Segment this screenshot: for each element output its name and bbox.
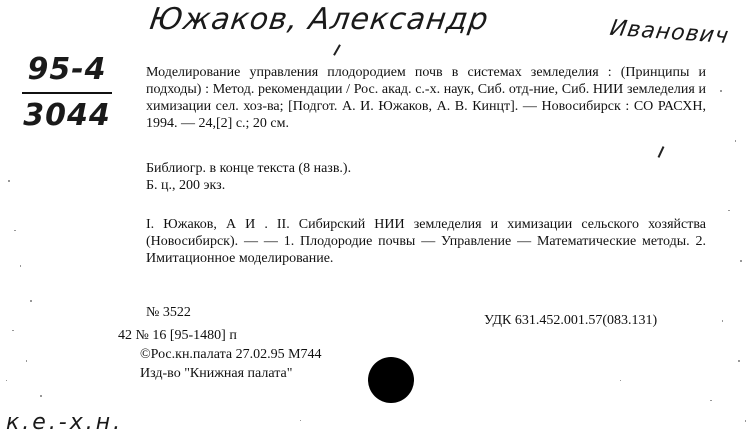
udk-code: УДК 631.452.001.57(083.131) [484, 313, 658, 328]
accession-number: № 3522 [146, 305, 191, 320]
bibliographic-notes [146, 160, 646, 194]
handwritten-bottom-code: к.е.-х.н. [6, 410, 124, 435]
publisher-line: Изд-во "Книжная палата" [140, 366, 293, 381]
ink-stamp-blot [368, 357, 414, 403]
shelf-mark-line-2: 3044 [23, 98, 111, 133]
pen-mark [658, 146, 665, 158]
handwritten-author-name: Южаков, Александр [147, 2, 492, 37]
bibliographic-description: Моделирование управления плодородием почв в системах земледелия : (Принципы и подходы) : Метод. рекомендации / Рос. акад. с.-х. наук, Сиб. отд-ние, Сиб. НИИ земледелия и химизации сел. хоз-ва; [Подгот. А. И. Южаков, А. В. Кинцт]. — Новосибирск : СО РАСХН, 1994. — 24,[2] с.; 20 см. [146, 65, 706, 131]
handwritten-shelf-mark [22, 48, 112, 138]
price-run-note: Б. ц., 200 экз. [146, 178, 226, 193]
pen-mark [333, 44, 341, 55]
handwritten-patronymic: Иванович [607, 15, 732, 50]
shelf-mark-line-1: 95-4 [22, 48, 112, 94]
bibliography-note: Библиогр. в конце текста (8 назв.). [146, 161, 352, 176]
lot-line: 42 № 16 [95-1480] п [118, 328, 237, 343]
copyright-line: ©Рос.кн.палата 27.02.95 М744 [140, 347, 322, 362]
subject-tracing: I. Южаков, А И . II. Сибирский НИИ земледелия и химизации сельского хозяйства (Новосибирск). — — 1. Плодородие почвы — Управление — Математические методы. 2. Имитационное моделирование. [146, 217, 706, 266]
